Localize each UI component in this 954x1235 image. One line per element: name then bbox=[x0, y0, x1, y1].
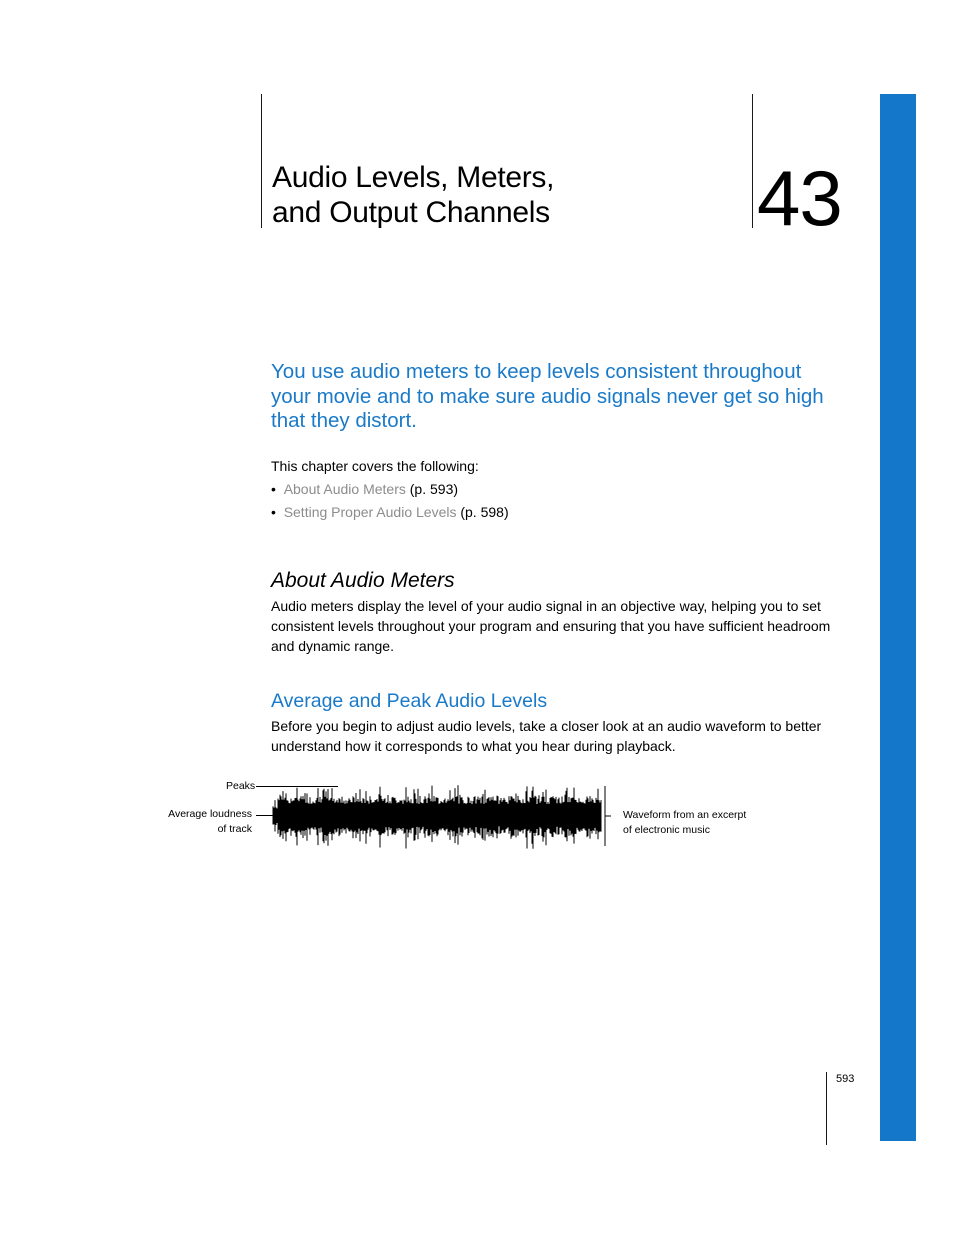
section-heading-average-peak: Average and Peak Audio Levels bbox=[271, 690, 548, 712]
toc-link-about-audio-meters[interactable]: About Audio Meters bbox=[283, 481, 406, 497]
toc-bullet: • bbox=[271, 481, 276, 497]
toc-lead: This chapter covers the following: bbox=[271, 458, 479, 474]
title-rule-left bbox=[261, 94, 262, 228]
toc-item bbox=[271, 479, 458, 499]
toc-link-setting-proper-audio-levels[interactable]: Setting Proper Audio Levels bbox=[283, 504, 457, 520]
chapter-title bbox=[272, 160, 554, 230]
toc-item bbox=[271, 502, 509, 522]
chapter-title-line-1: Audio Levels, Meters, bbox=[272, 161, 555, 194]
section-body-about-audio-meters: Audio meters display the level of your audio signal in an objective way, helping you to set consistent levels throughout your program and ensuring that you have sufficient headroom and dynamic range. bbox=[271, 598, 831, 654]
chapter-side-tab bbox=[880, 94, 916, 1141]
toc-bullet: • bbox=[271, 504, 276, 520]
chapter-number: 43 bbox=[757, 154, 842, 242]
callout-peaks: Peaks bbox=[226, 780, 256, 792]
page-number: 593 bbox=[836, 1073, 855, 1085]
section-heading-about-audio-meters: About Audio Meters bbox=[271, 569, 455, 592]
callout-waveform-line-1: Waveform from an excerpt bbox=[623, 809, 747, 821]
section-body-average-peak: Before you begin to adjust audio levels, take a closer look at an audio waveform to better understand how it corresponds to what you hear during playback. bbox=[271, 718, 822, 754]
toc-page-ref: (p. 598) bbox=[460, 504, 509, 520]
toc-page-ref: (p. 593) bbox=[409, 481, 459, 497]
title-rule-right bbox=[752, 94, 753, 228]
audio-waveform bbox=[272, 780, 612, 852]
intro-text: You use audio meters to keep levels consistent throughout your movie and to make sure audio signals never get so high that they distort. bbox=[271, 360, 824, 432]
callout-average-loudness bbox=[140, 807, 252, 837]
callout-average-line-2: of track bbox=[217, 823, 252, 835]
callout-waveform-line-2: of electronic music bbox=[623, 824, 710, 836]
callout-average-line-1: Average loudness bbox=[168, 808, 252, 820]
callout-waveform bbox=[623, 808, 746, 838]
chapter-title-line-2: and Output Channels bbox=[272, 196, 550, 229]
page-number-rule bbox=[826, 1072, 827, 1145]
